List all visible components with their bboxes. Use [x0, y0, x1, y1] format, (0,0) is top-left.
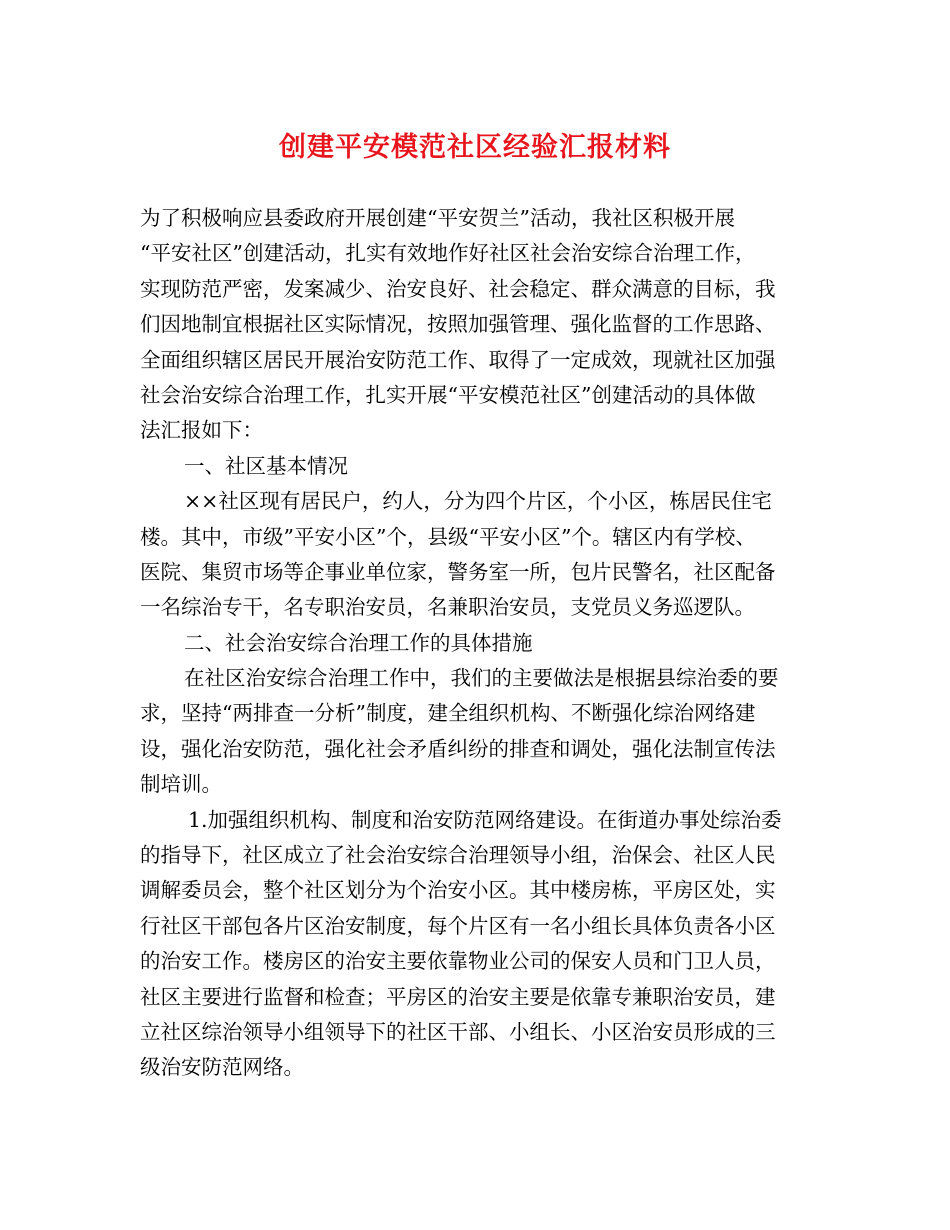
- text-line: 们因地制宜根据社区实际情况，按照加强管理、强化监督的工作思路、: [140, 312, 776, 337]
- text-line: 医院、集贸市场等企事业单位家，警务室一所，包片民警名，社区配备: [140, 559, 776, 584]
- text-line: 调解委员会，整个社区划分为个治安小区。其中楼房栋，平房区处，实: [140, 878, 776, 903]
- text-line: 实现防范严密，发案减少、治安良好、社会稳定、群众满意的目标，我: [140, 276, 776, 301]
- text-line: 立社区综治领导小组领导下的社区干部、小组长、小区治安员形成的三: [140, 1019, 776, 1044]
- text-line: 的指导下，社区成立了社会治安综合治理领导小组，治保会、社区人民: [140, 843, 776, 868]
- text-line: 的治安工作。楼房区的治安主要依靠物业公司的保安人员和门卫人员，: [140, 949, 776, 974]
- text-line: 楼。其中，市级”平安小区”个，县级“平安小区”个。辖区内有学校、: [140, 524, 756, 549]
- text-line: 社区主要进行监督和检查；平房区的治安主要是依靠专兼职治安员，建: [140, 984, 776, 1009]
- document-title: 创建平安模范社区经验汇报材料: [279, 132, 671, 163]
- text-line: 求，坚持“两排查一分析”制度，建全组织机构、不断强化综治网络建: [140, 701, 756, 726]
- text-line: 行社区干部包各片区治安制度，每个片区有一名小组长具体负责各小区: [140, 913, 776, 938]
- text-line: 全面组织辖区居民开展治安防范工作、取得了一定成效，现就社区加强: [140, 347, 776, 372]
- section-heading: 二、社会治安综合治理工作的具体措施: [184, 630, 533, 655]
- text-line: 一名综治专干，名专职治安员，名兼职治安员，支党员义务巡逻队。: [140, 595, 755, 620]
- text-line: “平安社区”创建活动，扎实有效地作好社区社会治安综合治理工作，: [140, 241, 756, 266]
- text-line: 设，强化治安防范，强化社会矛盾纠纷的排查和调处，强化法制宣传法: [140, 736, 776, 761]
- document-body: [140, 201, 840, 1086]
- text-line: ××社区现有居民户，约人，分为四个片区，个小区，栋居民住宅: [184, 489, 772, 514]
- text-line: 1.加强组织机构、制度和治安防范网络建设。在街道办事处综治委: [188, 807, 782, 832]
- text-line: 级治安防范网络。: [140, 1055, 304, 1080]
- text-line: 社会治安综合治理工作，扎实开展“平安模范社区”创建活动的具体做: [140, 382, 756, 407]
- text-line: 制培训。: [140, 772, 222, 797]
- text-line: 在社区治安综合治理工作中，我们的主要做法是根据县综治委的要: [184, 666, 779, 691]
- section-heading: 一、社区基本情况: [184, 453, 348, 478]
- text-line: 为了积极响应县委政府开展创建“平安贺兰”活动，我社区积极开展: [140, 206, 735, 230]
- text-line: 法汇报如下：: [140, 418, 263, 443]
